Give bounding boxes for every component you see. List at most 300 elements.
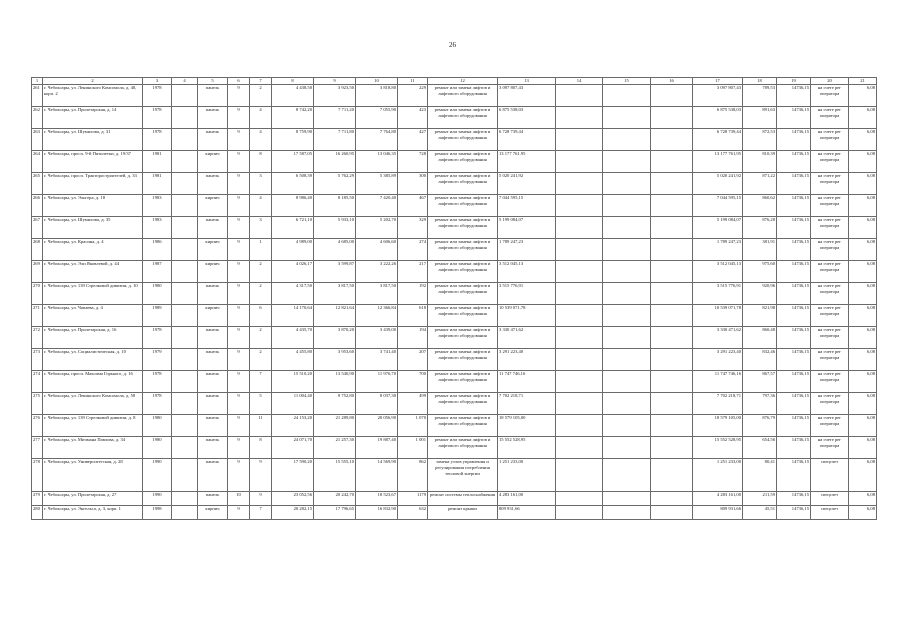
empty-cell	[556, 327, 603, 349]
floors-cell: 9	[228, 415, 250, 437]
limit-cost-cell: 14736,15	[777, 107, 811, 129]
funding-method-cell: на счете рег оператора	[811, 239, 849, 261]
residential-area-cell: 7 420,40	[356, 195, 398, 217]
total-cost-cell: 7 044 595,15	[693, 195, 743, 217]
empty-cell	[651, 85, 693, 107]
total-area-cell: 24 153,20	[272, 415, 314, 437]
year-cell: 1990	[143, 492, 172, 506]
term-cell: 6,08	[849, 283, 877, 305]
residential-area-cell: 3 222,26	[356, 261, 398, 283]
row-number-cell: 269	[32, 261, 43, 283]
wall-material-cell: панель	[198, 107, 228, 129]
table-row	[32, 305, 877, 327]
floors-cell: 9	[228, 107, 250, 129]
year-cell: 1998	[143, 506, 172, 520]
row-number-cell: 268	[32, 239, 43, 261]
residents-cell: 728	[398, 151, 428, 173]
total-area-cell: 4 455,80	[272, 349, 314, 371]
term-cell: 6,08	[849, 393, 877, 415]
limit-cost-cell: 14736,15	[777, 261, 811, 283]
empty-cell	[651, 305, 693, 327]
term-cell: 6,08	[849, 129, 877, 151]
empty-cell	[172, 85, 198, 107]
wall-material-cell: кирпич	[198, 195, 228, 217]
residents-cell: 300	[398, 173, 428, 195]
entrances-cell: 2	[250, 261, 272, 283]
living-area-cell: 3 923,50	[314, 85, 356, 107]
wall-material-cell: панель	[198, 415, 228, 437]
address-cell: г. Чебоксары, ул. Шумилова, д. 31	[43, 129, 143, 151]
cost-cell: 3 097 807,43	[498, 85, 556, 107]
column-number-cell: 11	[398, 78, 428, 85]
empty-cell	[603, 85, 651, 107]
work-type-cell: ремонт или замена лифтов и лифтового оборудования	[428, 195, 498, 217]
cost-per-m2-cell: 871,22	[743, 173, 777, 195]
living-area-cell: 21 257,30	[314, 437, 356, 459]
address-cell: г. Чебоксары, ул. Социалистическая, д. 10	[43, 349, 143, 371]
year-cell: 1990	[143, 459, 172, 492]
term-cell: 6,08	[849, 239, 877, 261]
work-type-cell: ремонт или замена лифтов и лифтового оборудования	[428, 217, 498, 239]
empty-cell	[556, 173, 603, 195]
work-type-cell: ремонт или замена лифтов и лифтового оборудования	[428, 85, 498, 107]
cost-cell: 809 931,66	[498, 506, 556, 520]
column-number-cell: 20	[811, 78, 849, 85]
address-cell: г. Чебоксары, ул. 139 Стрелковой дивизии, д. 8	[43, 415, 143, 437]
living-area-cell: 3 870,20	[314, 327, 356, 349]
year-cell: 1980	[143, 415, 172, 437]
table-row	[32, 239, 877, 261]
work-type-cell: ремонт системы теплоснабжения	[428, 492, 498, 506]
entrances-cell: 2	[250, 327, 272, 349]
empty-cell	[603, 305, 651, 327]
limit-cost-cell: 14736,15	[777, 371, 811, 393]
cost-per-m2-cell: 872,53	[743, 129, 777, 151]
term-cell: 6,08	[849, 506, 877, 520]
living-area-cell: 4 685,00	[314, 239, 356, 261]
empty-cell	[651, 239, 693, 261]
empty-cell	[603, 107, 651, 129]
wall-material-cell: панель	[198, 349, 228, 371]
empty-cell	[172, 492, 198, 506]
total-cost-cell: 18 579 105,00	[693, 415, 743, 437]
living-area-cell: 17 796,65	[314, 506, 356, 520]
floors-cell: 9	[228, 151, 250, 173]
empty-cell	[651, 506, 693, 520]
residential-area-cell: 8 037,30	[356, 393, 398, 415]
table-row	[32, 283, 877, 305]
cost-per-m2-cell: 381,91	[743, 239, 777, 261]
column-number-cell: 4	[172, 78, 198, 85]
empty-cell	[651, 173, 693, 195]
table-row	[32, 492, 877, 506]
address-cell: г. Чебоксары, ул. Энгельса, д. 3, корп. 1	[43, 506, 143, 520]
table-row	[32, 261, 877, 283]
entrances-cell: 3	[250, 173, 272, 195]
work-type-cell: ремонт или замена лифтов и лифтового оборудования	[428, 437, 498, 459]
row-number-cell: 280	[32, 506, 43, 520]
cost-cell: 3 291 223,40	[498, 349, 556, 371]
floors-cell: 9	[228, 305, 250, 327]
total-cost-cell: 1 251 233,00	[693, 459, 743, 492]
term-cell: 6,08	[849, 459, 877, 492]
wall-material-cell: панель	[198, 371, 228, 393]
funding-method-cell: на счете рег оператора	[811, 129, 849, 151]
row-number-cell: 271	[32, 305, 43, 327]
total-cost-cell: 1 789 247,23	[693, 239, 743, 261]
residential-area-cell: 18 523,67	[356, 492, 398, 506]
floors-cell: 9	[228, 129, 250, 151]
residents-cell: 423	[398, 107, 428, 129]
address-cell: г. Чебоксары, ул. Эли Яковлевой, д. 44	[43, 261, 143, 283]
work-type-cell: ремонт или замена лифтов и лифтового оборудования	[428, 371, 498, 393]
residents-cell: 217	[398, 261, 428, 283]
term-cell: 6,08	[849, 492, 877, 506]
total-area-cell: 14 170,64	[272, 305, 314, 327]
empty-cell	[172, 195, 198, 217]
empty-cell	[651, 283, 693, 305]
residential-area-cell: 7 764,80	[356, 129, 398, 151]
year-cell: 1980	[143, 283, 172, 305]
year-cell: 1978	[143, 85, 172, 107]
wall-material-cell: кирпич	[198, 151, 228, 173]
total-area-cell: 8 742,20	[272, 107, 314, 129]
empty-cell	[172, 506, 198, 520]
column-number-cell: 3	[143, 78, 172, 85]
funding-method-cell: на счете рег оператора	[811, 371, 849, 393]
funding-method-cell: на счете рег оператора	[811, 305, 849, 327]
work-type-cell: ремонт или замена лифтов и лифтового оборудования	[428, 151, 498, 173]
column-number-cell: 7	[250, 78, 272, 85]
year-cell: 1983	[143, 217, 172, 239]
work-type-cell: замена узлов управления и регулирования потребления тепловой энергии	[428, 459, 498, 492]
year-cell: 1981	[143, 173, 172, 195]
year-cell: 1986	[143, 239, 172, 261]
living-area-cell: 7 711,20	[314, 107, 356, 129]
address-cell: г. Чебоксары, ул. Красина, д. 4	[43, 239, 143, 261]
residents-cell: 618	[398, 305, 428, 327]
total-area-cell: 23 052,56	[272, 492, 314, 506]
entrances-cell: 8	[250, 151, 272, 173]
empty-cell	[603, 195, 651, 217]
row-number-cell: 278	[32, 459, 43, 492]
year-cell: 1979	[143, 349, 172, 371]
living-area-cell: 12 821,64	[314, 305, 356, 327]
term-cell: 6,08	[849, 85, 877, 107]
total-area-cell: 4 435,70	[272, 327, 314, 349]
address-cell: г. Чебоксары, ул. Шумилова, д. 35	[43, 217, 143, 239]
total-area-cell: 11 004,40	[272, 393, 314, 415]
cost-per-m2-cell: 876,79	[743, 415, 777, 437]
residents-cell: 467	[398, 195, 428, 217]
year-cell: 1978	[143, 129, 172, 151]
cost-cell: 5 020 241,92	[498, 173, 556, 195]
empty-cell	[603, 173, 651, 195]
column-number-cell: 21	[849, 78, 877, 85]
empty-cell	[556, 492, 603, 506]
work-type-cell: ремонт крыши	[428, 506, 498, 520]
floors-cell: 9	[228, 283, 250, 305]
column-number-cell: 10	[356, 78, 398, 85]
entrances-cell: 8	[250, 437, 272, 459]
funding-method-cell: на счете рег оператора	[811, 195, 849, 217]
total-cost-cell: 4 283 161,00	[693, 492, 743, 506]
cost-cell: 3 515 776,91	[498, 283, 556, 305]
empty-cell	[172, 349, 198, 371]
living-area-cell: 3 817,50	[314, 283, 356, 305]
empty-cell	[172, 283, 198, 305]
living-area-cell: 8 185,50	[314, 195, 356, 217]
work-type-cell: ремонт или замена лифтов и лифтового оборудования	[428, 327, 498, 349]
row-number-cell: 267	[32, 217, 43, 239]
limit-cost-cell: 14736,15	[777, 415, 811, 437]
cost-cell: 3 512 045,13	[498, 261, 556, 283]
cost-per-m2-cell: 891,63	[743, 107, 777, 129]
page-number: 26	[449, 41, 456, 49]
wall-material-cell: кирпич	[198, 506, 228, 520]
cost-cell: 10 539 071,78	[498, 305, 556, 327]
empty-cell	[172, 327, 198, 349]
empty-cell	[556, 195, 603, 217]
floors-cell: 10	[228, 492, 250, 506]
table-row	[32, 459, 877, 492]
cost-cell: 7 702 218,71	[498, 393, 556, 415]
empty-cell	[172, 393, 198, 415]
term-cell: 6,08	[849, 151, 877, 173]
floors-cell: 9	[228, 437, 250, 459]
cost-cell: 3 330 471,62	[498, 327, 556, 349]
empty-cell	[556, 349, 603, 371]
total-area-cell: 8 986,40	[272, 195, 314, 217]
empty-cell	[603, 371, 651, 393]
address-cell: г. Чебоксары, ул. Пролетарская, д. 14	[43, 107, 143, 129]
wall-material-cell: панель	[198, 217, 228, 239]
empty-cell	[651, 371, 693, 393]
funding-method-cell: на счете рег оператора	[811, 283, 849, 305]
residents-cell: 274	[398, 239, 428, 261]
empty-cell	[556, 415, 603, 437]
empty-cell	[172, 217, 198, 239]
empty-cell	[651, 151, 693, 173]
column-number-cell: 17	[693, 78, 743, 85]
wall-material-cell: панель	[198, 327, 228, 349]
total-cost-cell: 15 552 528,95	[693, 437, 743, 459]
total-area-cell: 8 759,90	[272, 129, 314, 151]
residential-area-cell: 5 202,70	[356, 217, 398, 239]
living-area-cell: 15 555,10	[314, 459, 356, 492]
total-cost-cell: 10 539 071,78	[693, 305, 743, 327]
cost-per-m2-cell: 821,98	[743, 305, 777, 327]
funding-method-cell: на счете рег оператора	[811, 85, 849, 107]
term-cell: 6,08	[849, 261, 877, 283]
total-area-cell: 17 590,20	[272, 459, 314, 492]
table-row	[32, 107, 877, 129]
living-area-cell: 13 540,90	[314, 371, 356, 393]
total-cost-cell: 3 515 776,91	[693, 283, 743, 305]
residential-area-cell: 12 366,84	[356, 305, 398, 327]
cost-per-m2-cell: 797,36	[743, 393, 777, 415]
funding-method-cell: на счете рег оператора	[811, 261, 849, 283]
residents-cell: 1179	[398, 492, 428, 506]
cost-per-m2-cell: 860,62	[743, 195, 777, 217]
cost-per-m2-cell: 45,51	[743, 506, 777, 520]
wall-material-cell: кирпич	[198, 239, 228, 261]
total-area-cell: 6 508,39	[272, 173, 314, 195]
cost-cell: 4 283 161,00	[498, 492, 556, 506]
residential-area-cell: 3 741,40	[356, 349, 398, 371]
total-cost-cell: 7 702 218,71	[693, 393, 743, 415]
capital-repair-table	[31, 77, 877, 520]
cost-cell: 5 199 084,07	[498, 217, 556, 239]
residents-cell: 192	[398, 283, 428, 305]
living-area-cell: 9 752,80	[314, 393, 356, 415]
column-number-cell: 18	[743, 78, 777, 85]
empty-cell	[556, 151, 603, 173]
empty-cell	[651, 195, 693, 217]
row-number-cell: 265	[32, 173, 43, 195]
residents-cell: 1 070	[398, 415, 428, 437]
wall-material-cell: кирпич	[198, 305, 228, 327]
year-cell: 1983	[143, 195, 172, 217]
address-cell: г. Чебоксары, ул. Ленинского Комсомола, д. 58	[43, 393, 143, 415]
living-area-cell: 5 762,29	[314, 173, 356, 195]
empty-cell	[603, 261, 651, 283]
cost-cell: 11 747 746,16	[498, 371, 556, 393]
address-cell: г. Чебоксары, просп. 9-й Пятилетки, д. 19/37	[43, 151, 143, 173]
floors-cell: 9	[228, 371, 250, 393]
total-area-cell: 6 721,10	[272, 217, 314, 239]
empty-cell	[172, 459, 198, 492]
total-cost-cell: 3 330 471,62	[693, 327, 743, 349]
column-number-cell: 15	[603, 78, 651, 85]
wall-material-cell: кирпич	[198, 261, 228, 283]
residents-cell: 427	[398, 129, 428, 151]
empty-cell	[172, 107, 198, 129]
work-type-cell: ремонт или замена лифтов и лифтового оборудования	[428, 129, 498, 151]
row-number-cell: 273	[32, 349, 43, 371]
limit-cost-cell: 14736,15	[777, 85, 811, 107]
year-cell: 1981	[143, 151, 172, 173]
row-number-cell: 276	[32, 415, 43, 437]
cost-cell: 6 728 739,44	[498, 129, 556, 151]
empty-cell	[603, 217, 651, 239]
empty-cell	[556, 217, 603, 239]
wall-material-cell: панель	[198, 85, 228, 107]
residential-area-cell: 11 976,70	[356, 371, 398, 393]
address-cell: г. Чебоксары, ул. Пролетарская, д. 16	[43, 327, 143, 349]
empty-cell	[172, 173, 198, 195]
row-number-cell: 270	[32, 283, 43, 305]
work-type-cell: ремонт или замена лифтов и лифтового оборудования	[428, 283, 498, 305]
address-cell: г. Чебоксары, ул. Мичмана Павлова, д. 34	[43, 437, 143, 459]
cost-per-m2-cell: 832,46	[743, 349, 777, 371]
empty-cell	[603, 506, 651, 520]
empty-cell	[556, 393, 603, 415]
empty-cell	[172, 129, 198, 151]
residential-area-cell: 20 056,90	[356, 415, 398, 437]
empty-cell	[651, 492, 693, 506]
row-number-cell: 272	[32, 327, 43, 349]
wall-material-cell: панель	[198, 393, 228, 415]
empty-cell	[651, 129, 693, 151]
column-number-cell: 19	[777, 78, 811, 85]
cost-per-m2-cell: 975,60	[743, 261, 777, 283]
table-row	[32, 327, 877, 349]
total-area-cell: 20 282,15	[272, 506, 314, 520]
row-number-cell: 263	[32, 129, 43, 151]
column-number-cell: 1	[32, 78, 43, 85]
row-number-cell: 261	[32, 85, 43, 107]
floors-cell: 9	[228, 506, 250, 520]
row-number-cell: 266	[32, 195, 43, 217]
cost-cell: 13 177 761,95	[498, 151, 556, 173]
cost-per-m2-cell: 860,48	[743, 327, 777, 349]
address-cell: г. Чебоксары, ул. Университетская, д. 28	[43, 459, 143, 492]
empty-cell	[172, 415, 198, 437]
cost-per-m2-cell: 810,39	[743, 151, 777, 173]
term-cell: 6,08	[849, 107, 877, 129]
limit-cost-cell: 14736,15	[777, 173, 811, 195]
entrances-cell: 4	[250, 129, 272, 151]
cost-cell: 18 579 105,00	[498, 415, 556, 437]
year-cell: 1978	[143, 371, 172, 393]
empty-cell	[556, 506, 603, 520]
column-number-cell: 13	[498, 78, 556, 85]
total-area-cell: 4 026,17	[272, 261, 314, 283]
funding-method-cell: спецсчет	[811, 459, 849, 492]
address-cell: г. Чебоксары, ул. Чапаева, д. 4	[43, 305, 143, 327]
table-row	[32, 195, 877, 217]
limit-cost-cell: 14736,15	[777, 129, 811, 151]
empty-cell	[651, 107, 693, 129]
column-number-cell: 12	[428, 78, 498, 85]
row-number-cell: 279	[32, 492, 43, 506]
empty-cell	[172, 261, 198, 283]
cost-per-m2-cell: 211,59	[743, 492, 777, 506]
total-area-cell: 17 587,05	[272, 151, 314, 173]
column-number-cell: 9	[314, 78, 356, 85]
floors-cell: 9	[228, 173, 250, 195]
cost-cell: 6 875 538,03	[498, 107, 556, 129]
total-area-cell: 4 438,50	[272, 85, 314, 107]
residential-area-cell: 5 385,89	[356, 173, 398, 195]
living-area-cell: 3 953,60	[314, 349, 356, 371]
year-cell: 1980	[143, 437, 172, 459]
total-cost-cell: 3 097 807,43	[693, 85, 743, 107]
year-cell: 1989	[143, 305, 172, 327]
address-cell: г. Чебоксары, ул. Ленинского Комсомола, д. 40, корп. 2	[43, 85, 143, 107]
empty-cell	[603, 349, 651, 371]
floors-cell: 9	[228, 261, 250, 283]
address-cell: г. Чебоксары, ул. 139 Стрелковой дивизии, д. 10	[43, 283, 143, 305]
term-cell: 6,08	[849, 415, 877, 437]
term-cell: 6,08	[849, 305, 877, 327]
term-cell: 6,08	[849, 327, 877, 349]
work-type-cell: ремонт или замена лифтов и лифтового оборудования	[428, 349, 498, 371]
column-number-cell: 8	[272, 78, 314, 85]
residential-area-cell: 14 569,90	[356, 459, 398, 492]
wall-material-cell: панель	[198, 173, 228, 195]
table-row	[32, 371, 877, 393]
floors-cell: 9	[228, 459, 250, 492]
work-type-cell: ремонт или замена лифтов и лифтового оборудования	[428, 173, 498, 195]
residential-area-cell: 7 055,90	[356, 107, 398, 129]
residents-cell: 1 001	[398, 437, 428, 459]
residential-area-cell: 16 832,90	[356, 506, 398, 520]
funding-method-cell: на счете рег оператора	[811, 349, 849, 371]
empty-cell	[556, 85, 603, 107]
funding-method-cell: спецсчет	[811, 492, 849, 506]
